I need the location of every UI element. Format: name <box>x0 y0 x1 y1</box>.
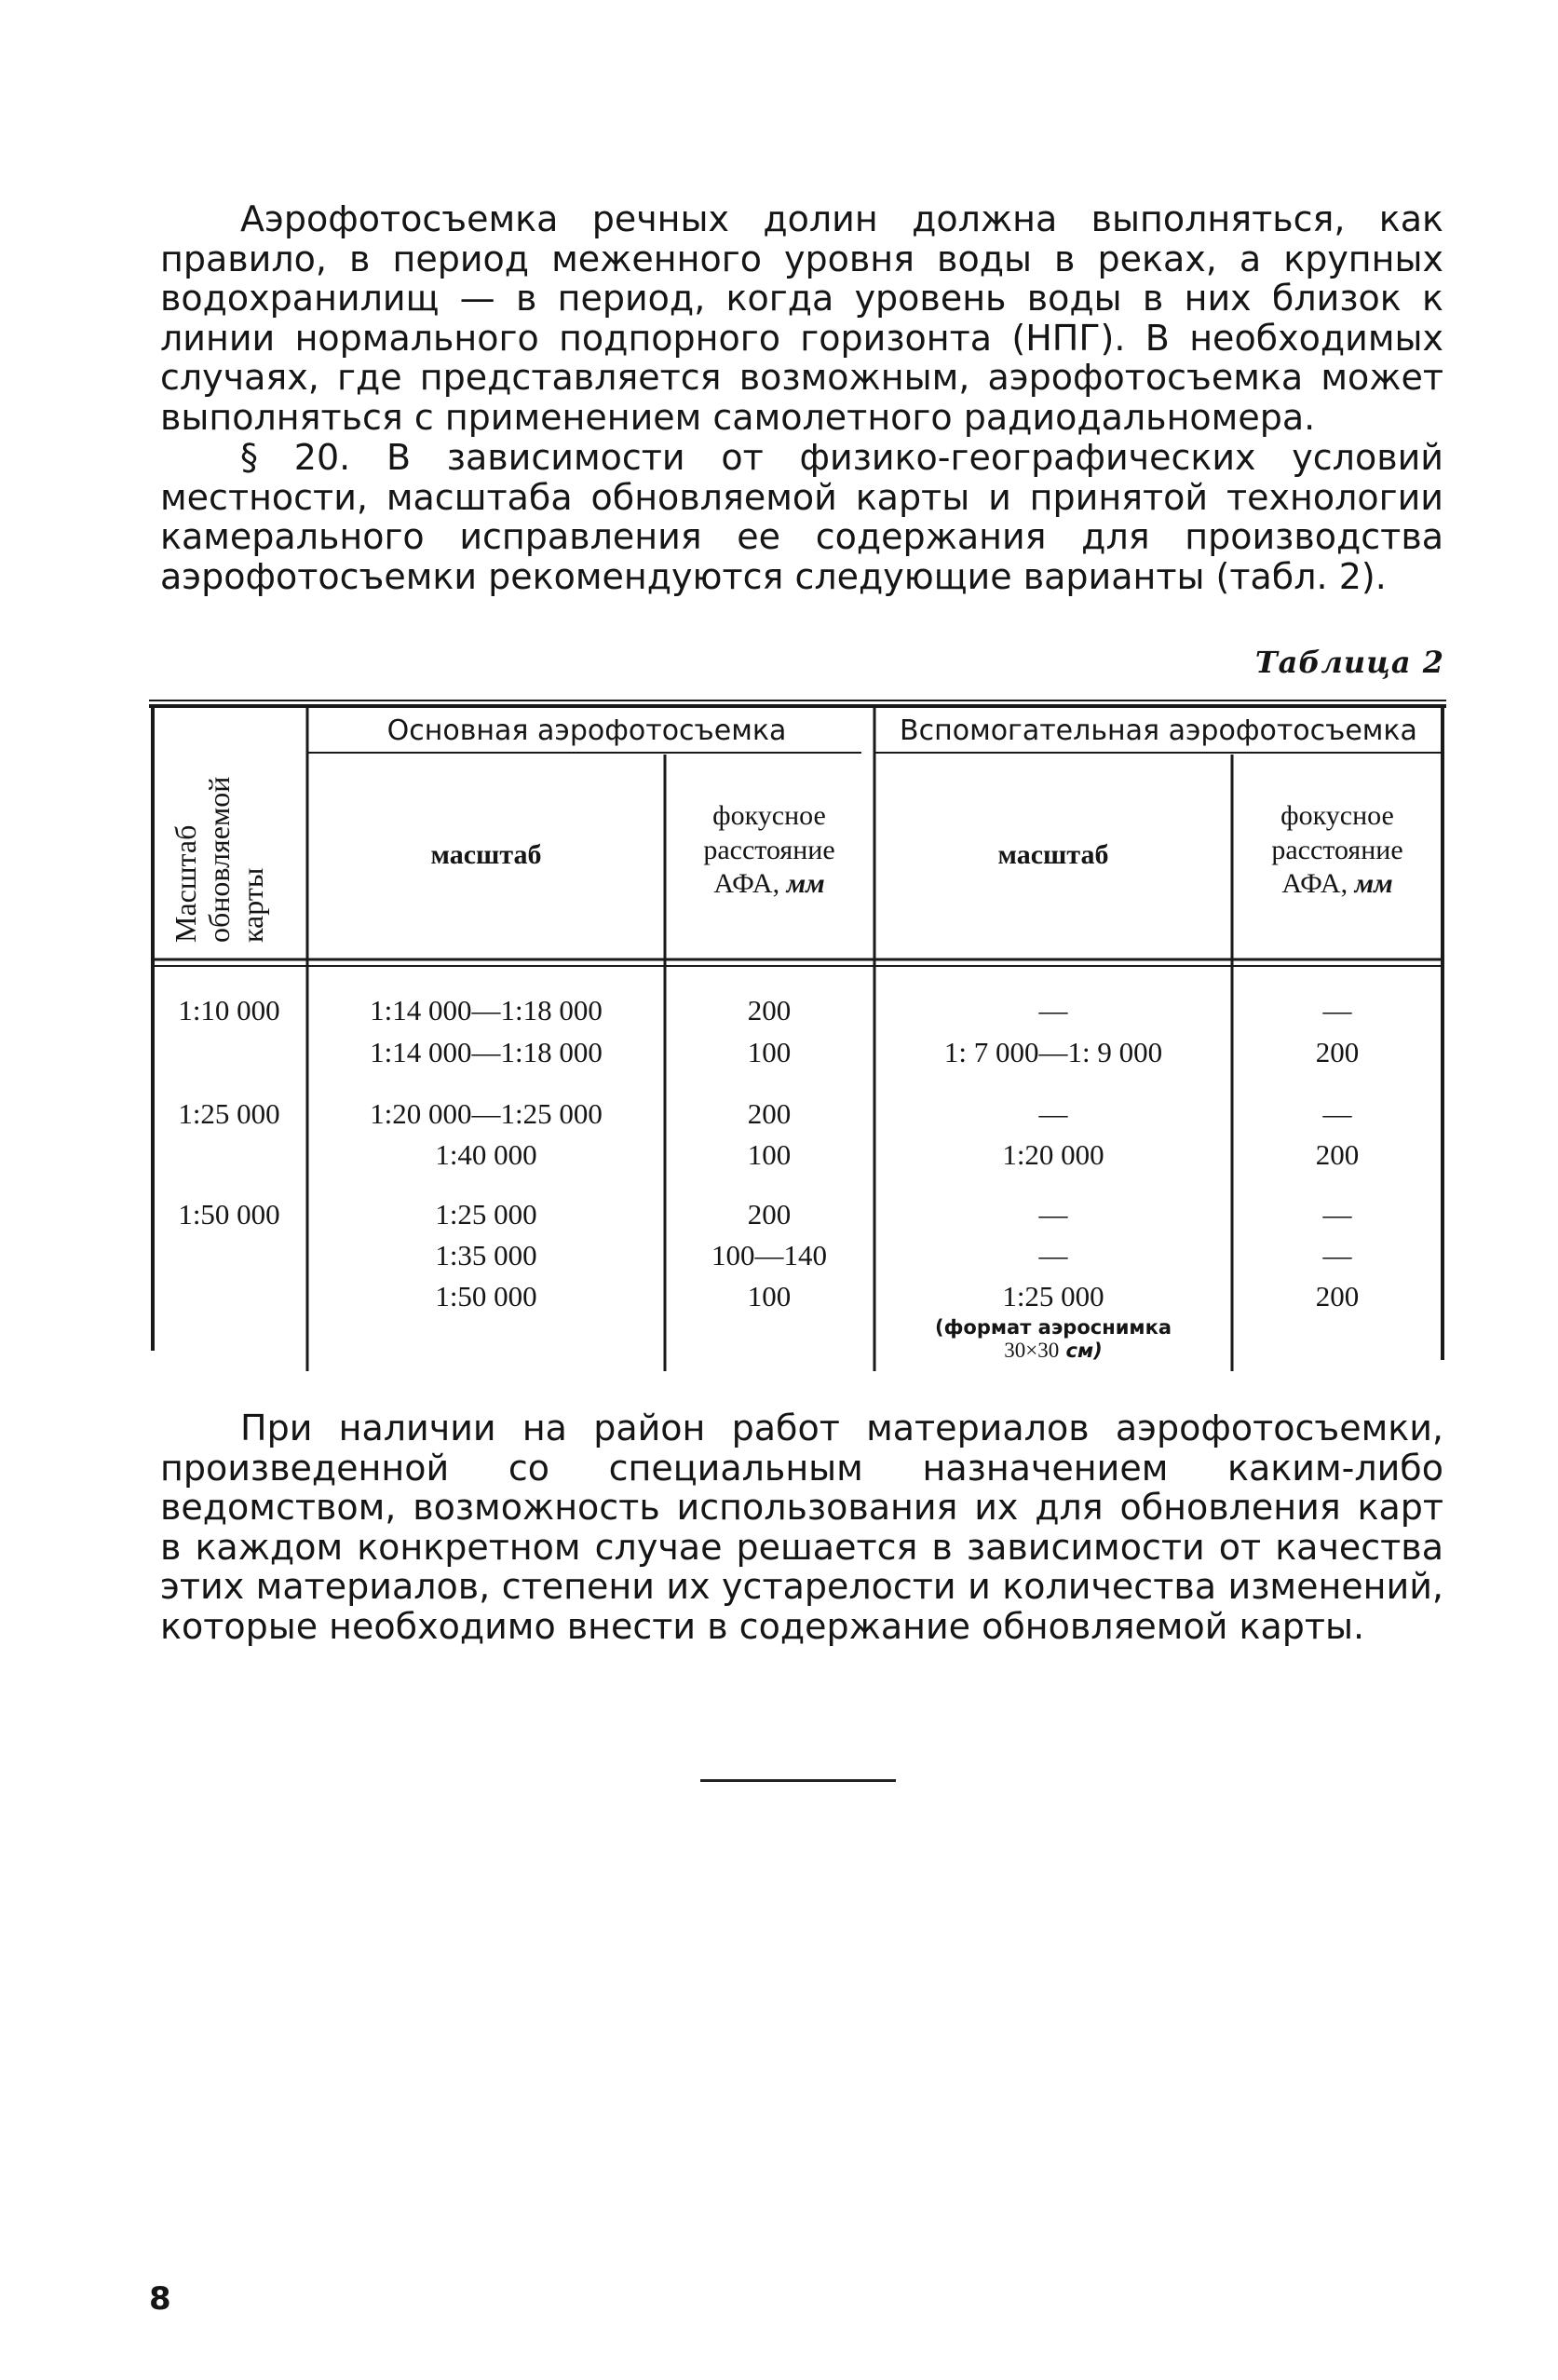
section-divider <box>700 1779 896 1782</box>
header-aux-survey: Вспомогательная аэрофотосъемка <box>900 714 1417 747</box>
aux-focal-cell: — <box>1322 1097 1352 1130</box>
table-caption: Таблица 2 <box>1254 645 1444 680</box>
paragraph-section-20: § 20. В зависимости от физико-географических условий местности, масштаба обновляемой карты и принятой технологии камерального исправления ее содержания для производства аэрофотосъемки рекомендуются следующие варианты (табл. 2). <box>160 437 1443 597</box>
header-main-focal-2: расстояние <box>703 835 835 865</box>
aux-focal-cell: — <box>1322 994 1352 1027</box>
aux-scale-cell: — <box>1038 1239 1068 1272</box>
main-focal-cell: 200 <box>747 1097 792 1130</box>
header-main-survey: Основная аэрофотосъемка <box>386 714 787 747</box>
main-focal-cell: 100 <box>747 1138 792 1171</box>
main-scale-cell: 1:25 000 <box>435 1198 537 1231</box>
main-scale-cell: 1:35 000 <box>435 1239 537 1272</box>
map-scale-cell: 1:10 000 <box>178 994 280 1027</box>
aux-format-note-line1: (формат аэроснимка <box>934 1316 1172 1339</box>
main-scale-cell: 1:14 000—1:18 000 <box>370 994 603 1027</box>
header-main-focal-3: АФА, мм <box>713 868 825 899</box>
header-aux-scale: масштаб <box>997 839 1109 870</box>
header-main-scale: масштаб <box>430 839 542 870</box>
main-scale-cell: 1:40 000 <box>435 1138 537 1171</box>
paragraph-river-valleys: Аэрофотосъемка речных долин должна выполняться, как правило, в период меженного уровня воды в реках, а крупных водохранилищ — в период, когда уровень воды в них близок к линии нормального подпорного горизонта (НПГ). В необходимых случаях, где представляется возможным, аэрофотосъемка может выполняться с применением самолетного радиодальномера. <box>160 198 1443 438</box>
main-focal-cell: 100—140 <box>711 1239 827 1272</box>
main-scale-cell: 1:20 000—1:25 000 <box>370 1097 603 1130</box>
main-focal-cell: 100 <box>747 1036 792 1068</box>
header-aux-focal-2: расстояние <box>1271 835 1403 865</box>
aux-focal-cell: 200 <box>1315 1138 1360 1171</box>
main-scale-cell: 1:14 000—1:18 000 <box>370 1036 603 1068</box>
aux-scale-cell: — <box>1038 1097 1068 1130</box>
main-focal-cell: 100 <box>747 1280 792 1312</box>
aux-scale-cell: 1: 7 000—1: 9 000 <box>943 1036 1163 1068</box>
aux-focal-cell: — <box>1322 1198 1352 1231</box>
paragraph-existing-materials: При наличии на район работ материалов аэрофотосъемки, произведенной со специальным назначением каким-либо ведомством, возможность использования их для обновления карт в каждом конкретном случае решается в зависимости от качества этих материалов, степени их устарелости и количества изменений, которые необходимо внести в содержание обновляемой карты. <box>160 1408 1443 1647</box>
aux-format-note-line2: 30×30 см) <box>1004 1339 1103 1362</box>
header-main-focal-1: фокусное <box>712 800 826 831</box>
page-number: 8 <box>149 2280 171 2318</box>
header-aux-focal-1: фокусное <box>1280 800 1394 831</box>
aux-focal-cell: 200 <box>1315 1036 1360 1068</box>
main-scale-cell: 1:50 000 <box>435 1280 537 1312</box>
aux-scale-cell: — <box>1038 994 1068 1027</box>
header-aux-focal-3: АФА, мм <box>1281 868 1393 899</box>
aux-scale-cell: 1:25 000 <box>1002 1280 1104 1312</box>
aux-scale-cell: — <box>1038 1198 1068 1231</box>
main-focal-cell: 200 <box>747 994 792 1027</box>
aux-scale-cell: 1:20 000 <box>1002 1138 1104 1171</box>
header-map-scale-line2: обновляемой <box>202 776 236 943</box>
aux-focal-cell: 200 <box>1315 1280 1360 1312</box>
main-focal-cell: 200 <box>747 1198 792 1231</box>
aerial-survey-table <box>149 699 1446 1379</box>
header-map-scale-line1: Масштаб <box>169 824 202 943</box>
aux-focal-cell: — <box>1322 1239 1352 1272</box>
map-scale-cell: 1:25 000 <box>178 1097 280 1130</box>
map-scale-cell: 1:50 000 <box>178 1198 280 1231</box>
header-map-scale-line3: карты <box>236 867 269 943</box>
